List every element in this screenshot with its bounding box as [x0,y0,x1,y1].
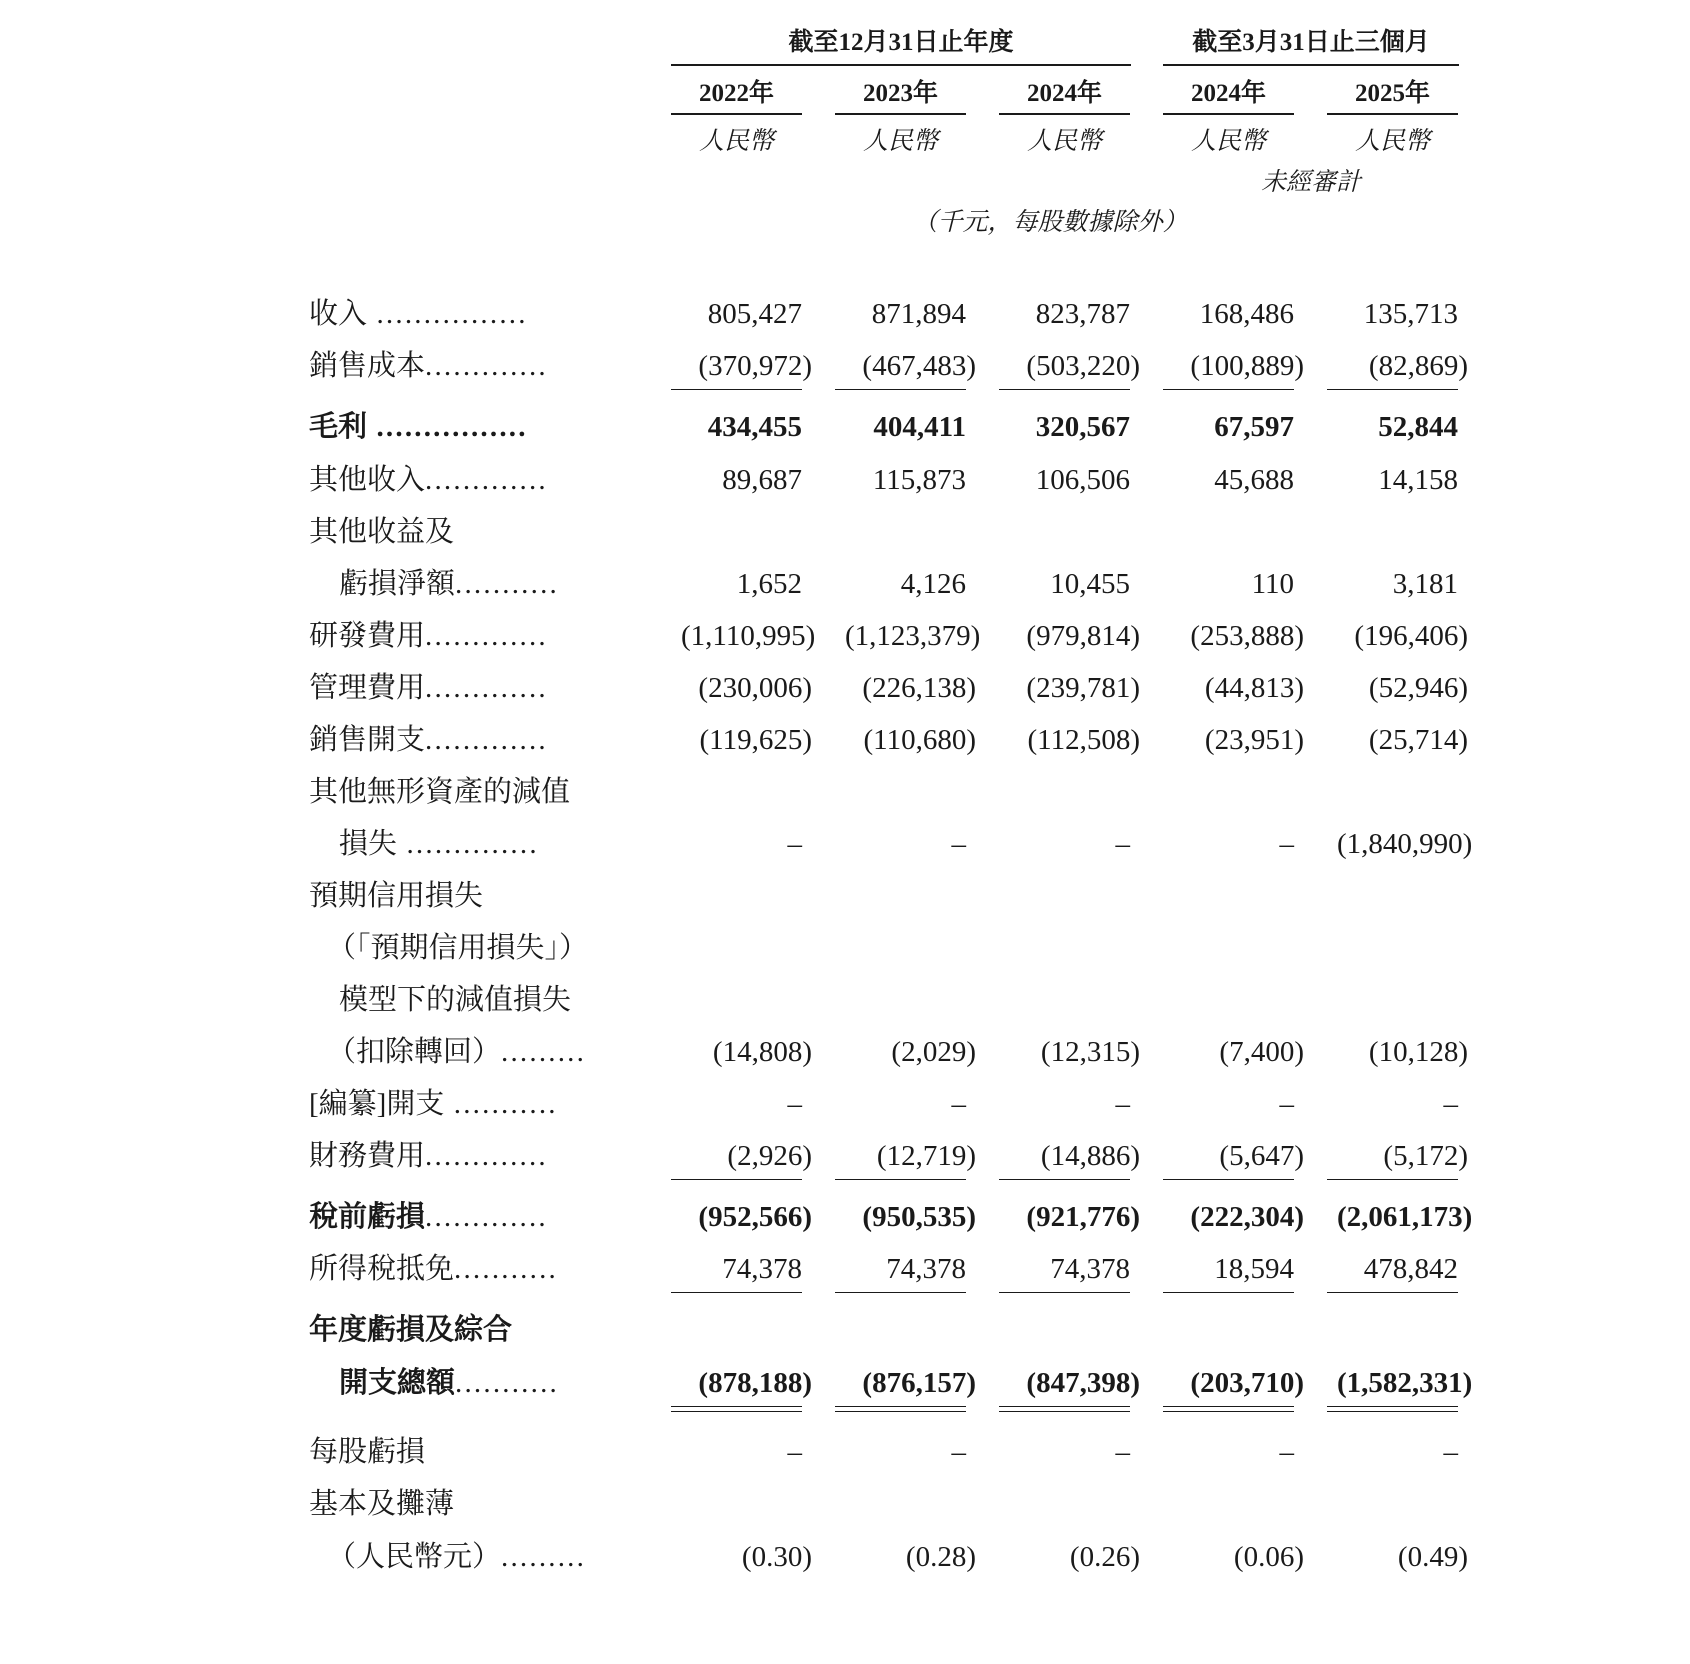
table-row [0,407,1690,447]
row-label: 管理費用............. [309,672,548,704]
row-value: (0.26) [1069,1541,1140,1573]
row-value: – [1279,1436,1294,1468]
table-row [0,1363,1690,1403]
row-value: 89,687 [722,464,802,496]
subtotal-rule [999,1292,1130,1293]
row-label: 開支總額........... [339,1367,559,1399]
subtotal-rule [671,1179,802,1180]
row-value: (10,128) [1368,1036,1468,1068]
row-value: (1,123,379) [845,620,981,652]
row-value: – [1443,1436,1458,1468]
table-row [0,720,1690,760]
row-value: – [1279,1088,1294,1120]
subtotal-rule [1163,389,1294,390]
row-value: 3,181 [1392,568,1458,600]
table-row [0,876,1690,916]
row-value: (1,582,331) [1337,1367,1473,1399]
table-row [0,1197,1690,1237]
total-double-rule [1327,1406,1458,1412]
row-label: （人民幣元）......... [327,1541,587,1573]
table-row [0,668,1690,708]
table-row [0,1537,1690,1577]
currency-col-2: 人民幣 [862,128,938,155]
row-value: (876,157) [862,1367,976,1399]
total-double-rule [1163,1406,1294,1412]
header-col-3-rule [999,113,1130,115]
row-value: (0.30) [741,1541,812,1573]
table-row [0,772,1690,812]
unaudited-note: 未經審計 [1260,169,1361,196]
currency-col-1: 人民幣 [698,128,774,155]
row-value: 14,158 [1378,464,1458,496]
row-value: (5,172) [1383,1140,1468,1172]
row-value: (2,926) [727,1140,812,1172]
row-value: – [1115,1436,1130,1468]
row-label: 損失 .............. [339,828,539,860]
row-value: – [787,828,802,860]
row-value: (203,710) [1190,1367,1304,1399]
header-col-4-rule [1163,113,1294,115]
row-value: (979,814) [1026,620,1140,652]
row-value: 135,713 [1363,298,1458,330]
row-label: [編纂]開支 ........... [309,1088,558,1120]
subtotal-rule [671,1292,802,1293]
row-value: 106,506 [1035,464,1130,496]
row-value: – [951,1436,966,1468]
row-label: （扣除轉回）......... [327,1036,587,1068]
row-value: (847,398) [1026,1367,1140,1399]
row-label: 年度虧損及綜合 [309,1314,513,1346]
table-row [0,980,1690,1020]
row-value: – [1279,828,1294,860]
row-value: (952,566) [698,1201,812,1233]
row-label: 其他收入............. [309,464,548,496]
row-value: (1,110,995) [681,620,816,652]
row-value: (0.28) [905,1541,976,1573]
row-value: (196,406) [1354,620,1468,652]
row-value: 823,787 [1035,298,1130,330]
row-value: 434,455 [707,411,802,443]
row-label: 研發費用............. [309,620,548,652]
row-value: (100,889) [1190,350,1304,382]
subtotal-rule [1163,1179,1294,1180]
table-row [0,460,1690,500]
header-col-5-rule [1327,113,1458,115]
row-value: (82,869) [1368,350,1468,382]
subtotal-rule [1327,1292,1458,1293]
table-row [0,346,1690,386]
row-label: 所得稅抵免........... [309,1253,558,1285]
subtotal-rule [671,389,802,390]
table-row [0,512,1690,552]
row-value: (222,304) [1190,1201,1304,1233]
row-value: (0.06) [1233,1541,1304,1573]
row-value: (5,647) [1219,1140,1304,1172]
header-col-3: 2024年 [1026,80,1102,107]
row-value: (1,840,990) [1337,828,1473,860]
header-col-2: 2023年 [862,80,938,107]
row-value: (25,714) [1368,724,1468,756]
subtotal-rule [835,1292,966,1293]
header-col-5: 2025年 [1354,80,1430,107]
row-value: (52,946) [1368,672,1468,704]
row-label: 稅前虧損............. [309,1201,548,1233]
header-group-quarter-rule [1163,64,1459,66]
row-value: (370,972) [698,350,812,382]
row-value: 4,126 [900,568,966,600]
row-label: 收入 ................ [309,298,528,330]
currency-col-3: 人民幣 [1026,128,1102,155]
subtotal-rule [1163,1292,1294,1293]
row-value: (2,061,173) [1337,1201,1473,1233]
row-value: (2,029) [891,1036,976,1068]
table-row [0,1484,1690,1524]
row-label: 銷售開支............. [309,724,548,756]
row-value: 168,486 [1199,298,1294,330]
row-value: (7,400) [1219,1036,1304,1068]
total-double-rule [671,1406,802,1412]
row-value: (878,188) [698,1367,812,1399]
row-value: 74,378 [886,1253,966,1285]
row-label: 每股虧損 [309,1436,426,1468]
table-row [0,1249,1690,1289]
row-value: 404,411 [873,411,966,443]
row-value: – [787,1436,802,1468]
row-value: (119,625) [699,724,812,756]
row-value: 320,567 [1035,411,1130,443]
subtotal-rule [1327,389,1458,390]
header-col-2-rule [835,113,966,115]
table-row [0,1084,1690,1124]
row-value: 74,378 [722,1253,802,1285]
subtotal-rule [835,389,966,390]
row-value: (0.49) [1397,1541,1468,1573]
unit-note: （千元，每股數據除外） [912,209,1188,236]
header-group-year: 截至12月31日止年度 [788,29,1014,56]
row-value: 52,844 [1378,411,1458,443]
header-col-4: 2024年 [1190,80,1266,107]
row-value: 115,873 [872,464,966,496]
row-label: 其他收益及 [309,516,455,548]
row-value: (253,888) [1190,620,1304,652]
row-label: （「預期信用損失」） [327,932,589,964]
row-value: 74,378 [1050,1253,1130,1285]
row-value: (12,315) [1040,1036,1140,1068]
row-value: (12,719) [876,1140,976,1172]
row-label: 預期信用損失 [309,880,484,912]
table-row [0,928,1690,968]
row-value: (23,951) [1204,724,1304,756]
row-value: – [951,828,966,860]
total-double-rule [835,1406,966,1412]
row-value: – [951,1088,966,1120]
row-label: 其他無形資產的減值 [309,776,571,808]
header-group-year-rule [671,64,1131,66]
row-value: (14,808) [712,1036,812,1068]
row-label: 模型下的減值損失 [339,984,572,1016]
row-value: (467,483) [862,350,976,382]
row-value: – [1115,1088,1130,1120]
row-value: – [787,1088,802,1120]
subtotal-rule [999,389,1130,390]
row-value: (110,680) [863,724,976,756]
table-row [0,616,1690,656]
row-label: 財務費用............. [309,1140,548,1172]
row-value: (44,813) [1204,672,1304,704]
currency-col-5: 人民幣 [1354,128,1430,155]
header-group-quarter: 截至3月31日止三個月 [1192,29,1430,56]
row-value: (112,508) [1027,724,1140,756]
row-value: 18,594 [1214,1253,1294,1285]
header-col-1: 2022年 [698,80,774,107]
row-value: 871,894 [871,298,966,330]
table-row [0,564,1690,604]
row-value: (226,138) [862,672,976,704]
subtotal-rule [835,1179,966,1180]
row-value: 110 [1251,568,1294,600]
table-row [0,824,1690,864]
total-double-rule [999,1406,1130,1412]
row-value: 478,842 [1363,1253,1458,1285]
row-value: 1,652 [736,568,802,600]
row-value: 67,597 [1214,411,1294,443]
row-value: (950,535) [862,1201,976,1233]
currency-col-4: 人民幣 [1190,128,1266,155]
row-value: – [1115,828,1130,860]
table-row [0,1432,1690,1472]
table-row [0,294,1690,334]
row-value: – [1443,1088,1458,1120]
row-label: 基本及攤薄 [309,1488,455,1520]
row-label: 銷售成本............. [309,350,548,382]
row-label: 虧損淨額........... [339,568,559,600]
row-label: 毛利 ................ [309,411,528,443]
row-value: (14,886) [1040,1140,1140,1172]
row-value: (503,220) [1026,350,1140,382]
row-value: 10,455 [1050,568,1130,600]
row-value: (239,781) [1026,672,1140,704]
table-row [0,1032,1690,1072]
row-value: (921,776) [1026,1201,1140,1233]
row-value: (230,006) [698,672,812,704]
subtotal-rule [999,1179,1130,1180]
table-row [0,1136,1690,1176]
row-value: 45,688 [1214,464,1294,496]
table-row [0,1310,1690,1350]
subtotal-rule [1327,1179,1458,1180]
row-value: 805,427 [707,298,802,330]
header-col-1-rule [671,113,802,115]
